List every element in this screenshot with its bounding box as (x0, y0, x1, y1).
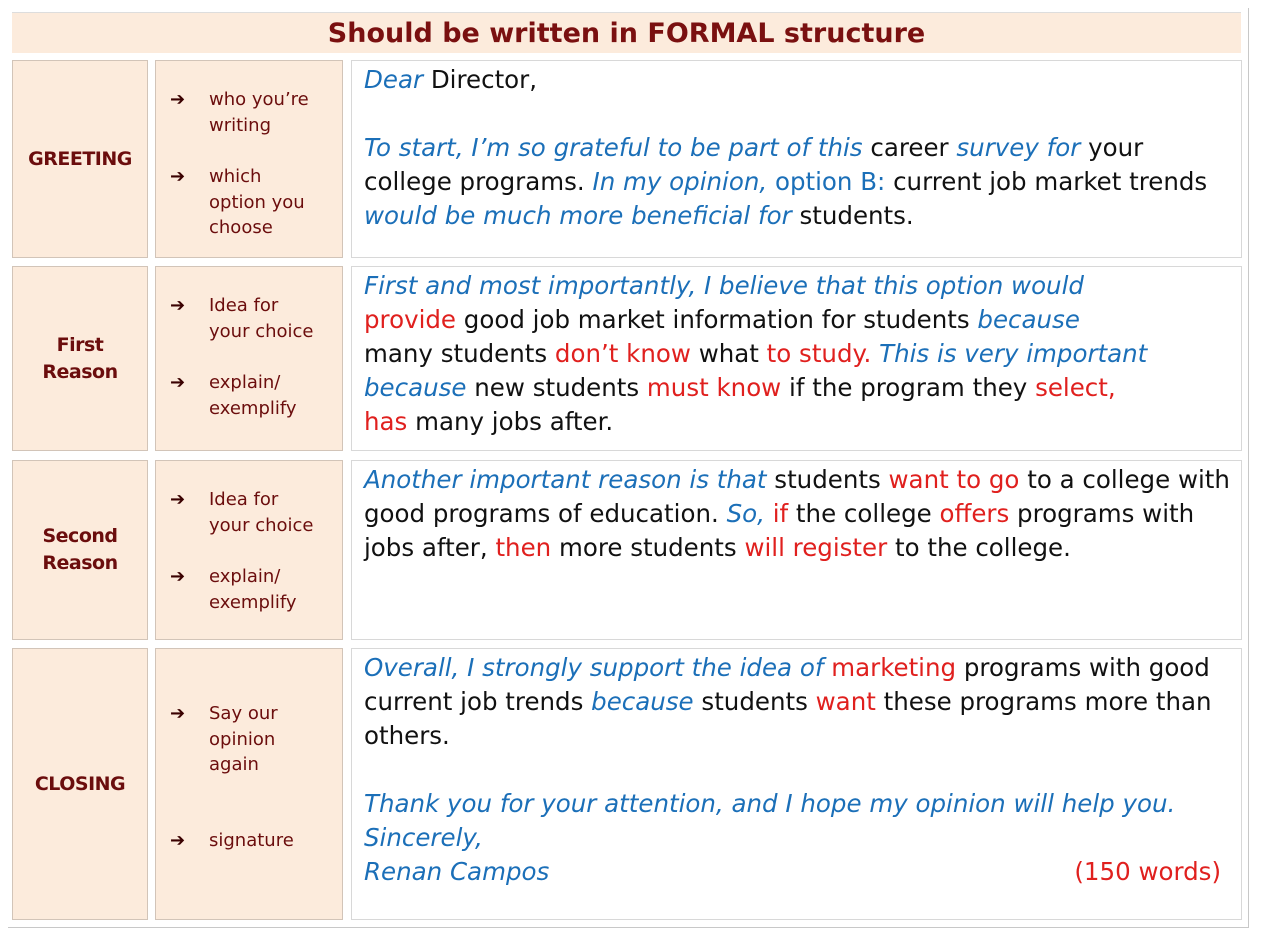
second-reason-hints (155, 460, 343, 640)
arrow-icon: ➔ (170, 830, 186, 851)
second-reason-label (12, 460, 148, 640)
second-reason-label-text: Second Reason (42, 525, 118, 574)
second-reason-paragraph: Another important reason is that students want to go to a college with good programs of education. So, if the college offers programs with jobs after, then more students will register to the college. (364, 465, 1230, 562)
page-title: Should be written in FORMAL structure (12, 12, 1241, 53)
arrow-icon: ➔ (170, 166, 186, 187)
greeting-label (12, 60, 148, 258)
hint-text: which option you choose (209, 166, 305, 238)
word-count: (150 words) (1074, 857, 1221, 886)
page-border-right (1248, 8, 1249, 928)
hint-text: explain/ exemplify (209, 372, 297, 419)
signature-row (364, 855, 1231, 889)
closing-paragraph: Overall, I strongly support the idea of marketing programs with good current job trends because students want these programs more than others. (364, 653, 1212, 750)
hint-text: Idea for your choice (209, 489, 314, 536)
second-reason-text (351, 460, 1242, 640)
arrow-icon: ➔ (170, 489, 186, 510)
arrow-icon: ➔ (170, 566, 186, 587)
signoff: Sincerely, (364, 823, 483, 852)
first-reason-label (12, 266, 148, 451)
greeting-text (351, 60, 1242, 258)
arrow-icon: ➔ (170, 372, 186, 393)
hint-text: signature (209, 830, 294, 851)
greeting-paragraph: To start, I’m so grateful to be part of this career survey for your college programs. In my opinion, option B: current job market trends would be much more beneficial for students. (364, 133, 1208, 230)
page-border-bottom (8, 927, 1249, 928)
closing-hints (155, 648, 343, 920)
first-reason-hints (155, 266, 343, 451)
arrow-icon: ➔ (170, 295, 186, 316)
hint-text: Say our opinion again (209, 703, 278, 775)
first-reason-text (351, 266, 1242, 451)
closing-text (351, 648, 1242, 920)
closing-label-text: CLOSING (34, 772, 126, 795)
greeting-label-text: GREETING (28, 147, 132, 170)
greeting-hints (155, 60, 343, 258)
thank-you-line: Thank you for your attention, and I hope my opinion will help you. (364, 789, 1176, 818)
arrow-icon: ➔ (170, 703, 186, 724)
first-reason-label-text: First Reason (42, 333, 118, 383)
hint-text: Idea for your choice (209, 295, 314, 342)
hint-text: who you’re writing (209, 89, 309, 136)
hint-text: explain/ exemplify (209, 566, 297, 613)
first-reason-paragraph: First and most importantly, I believe that this option would provide good job market information for students because many students don’t know what to study. This is very important because new students must know if the program they select, has many jobs after. (364, 271, 1148, 436)
arrow-icon: ➔ (170, 89, 186, 110)
salutation: Dear Director, (364, 65, 538, 94)
closing-label (12, 648, 148, 920)
signature-name: Renan Campos (364, 857, 550, 886)
